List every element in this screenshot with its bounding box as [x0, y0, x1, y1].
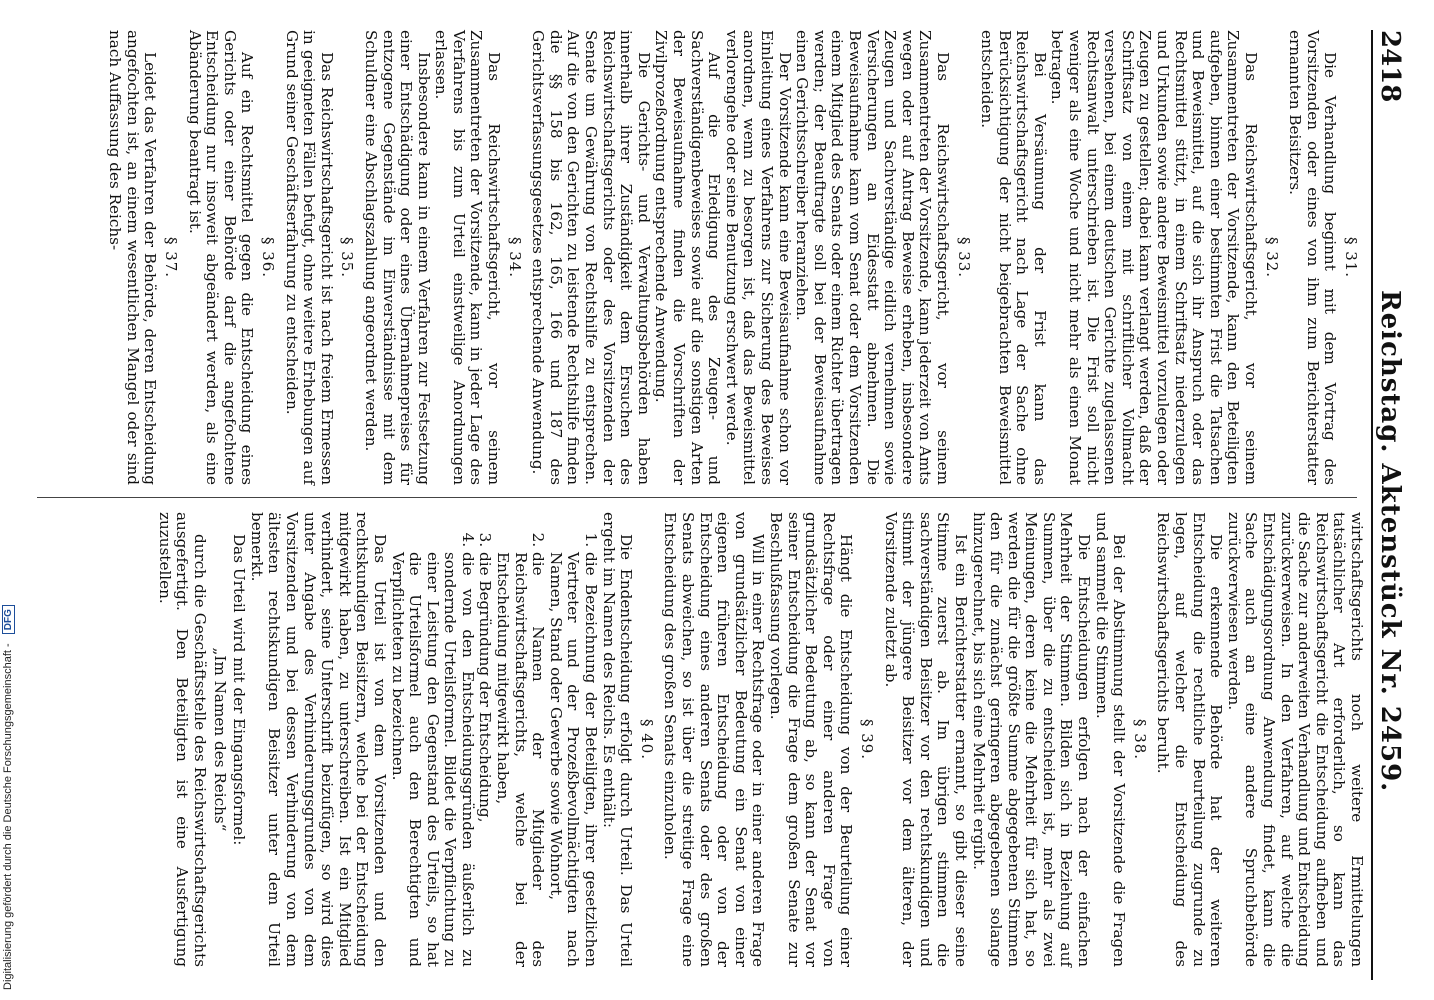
paragraph: Die Entscheidungen erfolgen nach der einfachen Mehrheit der Stimmen. Bilden sich in Beziehung auf Summen, über die zu entscheiden ist, mehr als zwei Meinungen, deren keine die Mehrheit für sich hat, so werden die für die größte Summe abgegebenen Stimmen den für die zunächst geringeren abgegebenen solange hinzugerechnet, bis sich eine Mehrheit ergibt.: [969, 512, 1094, 967]
paragraph: Der Vorsitzende kann eine Beweisaufnahme schon vor Einleitung eines Verfahrens zur Sicherung des Beweises anordnen, wenn zu besorgen ist, daß das Beweismittel verlorengehe oder seine Benutzung erschwert werde.: [722, 30, 794, 485]
page-title: Reichstag. Aktenstück Nr. 2459.: [1375, 290, 1405, 793]
paragraph: Die Gerichts- und Verwaltungsbehörden haben innerhalb ihrer Zuständigkeit dem Ersuchen des Reichswirtschaftsgerichts oder des Vorsitzenden der Senate um Gewährung von Rechtshilfe zu entsprechen. Auf die von den Gerichten zu leistende Rechtshilfe finden die §§ 158 bis 162, 165, 166 und 187 des Gerichtsverfassungsgesetzes entsprechende Anwendung.: [529, 30, 653, 485]
paragraph: durch die Geschäftsstelle des Reichswirtschaftsgerichts ausgefertigt. Den Beteiligten ist eine Ausfertigung zuzustellen.: [155, 512, 209, 967]
left-column: [106, 30, 1365, 485]
enumerated-list: [388, 512, 599, 967]
section-heading: § 37.: [162, 236, 180, 279]
list-item: 1. die Bezeichnung der Beteiligten, ihrer gesetzlichen Vertreter und der Prozeßbevollmächtigten nach Namen, Stand oder Gewerbe sowie Wohnort,: [546, 552, 599, 967]
paragraph: Das Reichswirtschaftsgericht, vor seinem Zusammentreten der Vorsitzende, kann den Beteiligten aufgeben, binnen einer bestimmten Frist die Tatsachen und Beweismittel, auf die sich ihr Anspruch oder das Rechtsmittel stützt, in einem Schriftsatz niederzulegen und Urkunden sowie andere Beweismittel vorzulegen oder Zeugen zu gestellen; dabei kann verlangt werden, daß der Schriftsatz von einem mit schriftlicher Vollmacht versehenen, bei einem deutschen Gerichte zugelassenen Rechtsanwalt unterschrieben ist. Die Frist soll nicht weniger als eine Woche und nicht mehr als einen Monat betragen.: [1048, 30, 1261, 485]
paragraph: Das Reichswirtschaftsgericht, vor seinem Zusammentreten der Vorsitzende, kann jederzeit von Amts wegen oder auf Antrag Beweise erheben, insbesondere Zeugen und Sachverständige eidlich vernehmen sowie Versicherungen an Eidesstatt abnehmen. Die Beweisaufnahme kann vom Senat oder dem Vorsitzenden einem Mitglied des Senats oder einem Richter übertragen werden; der Beauftragte soll bei der Beweisaufnahme einen Gerichtsschreiber heranziehen.: [793, 30, 952, 485]
paragraph: Insbesondere kann in einem Verfahren zur Festsetzung einer Entschädigung oder eines Übernahmepreises für entzogene Gegenstände im Einverständnisse mit dem Schuldner eine Abschlagszahlung angeordnet werden.: [361, 30, 433, 485]
dfg-logo: DFG: [2, 605, 15, 634]
list-item: 4. die von den Entscheidungsgründen äußerlich zu sondernde Urteilsformel. Bildet die Verpflichtung zu einer Leistung den Gegenstand des Urteils, so hat die Urteilsformel auch den Berechtigten und Verpflichteten zu bezeichnen.: [388, 552, 476, 967]
paragraph: Das Urteil wird mit der Eingangsformel:: [230, 534, 249, 846]
section-heading: § 36.: [258, 236, 277, 279]
paragraph: Ist ein Berichterstatter ernannt, so gibt dieser seine Stimme zuerst ab. Im übrigen stimmen die sachverständigen Beisitzer vor den rechtskundigen und stimmt der jüngere Beisitzer vor dem älteren, der Vorsitzende zuletzt ab.: [881, 512, 970, 967]
list-item: 2. die Namen der Mitglieder des Reichswirtschaftsgerichts, welche bei der Entscheidung mitgewirkt haben,: [494, 552, 547, 967]
paragraph: wirtschaftsgerichts noch weitere Ermittelungen tatsächlicher Art erforderlich, so kann das Reichswirtschaftsgericht die Entscheidung aufheben und die Sache zur anderweiten Verhandlung und Entscheidung zurückverweisen. In den Verfahren, auf welche die Entschädigungsordnung Anwendung findet, kann die Sache auch an eine andere Spruchbehörde zurückverwiesen werden.: [1224, 512, 1366, 967]
paragraph: Bei Versäumung der Frist kann das Reichswirtschaftsgericht nach Lage der Sache ohne Berücksichtigung der nicht beigebrachten Beweismittel entscheiden.: [978, 30, 1049, 485]
document-page: [17, 0, 1417, 1000]
section-heading: § 35.: [338, 236, 357, 279]
section-heading: § 34.: [505, 236, 524, 279]
paragraph: Hängt die Entscheidung von der Beurteilung einer Rechtsfrage oder einer anderen Frage von grundsätzlicher Bedeutung ab, so kann der Senat vor seiner Entscheidung die Frage dem großen Senate zur Beschlußfassung vorlegen.: [767, 512, 856, 967]
right-column: [155, 512, 1365, 967]
formula-quote: „Im Namen des Reichs“: [210, 647, 229, 832]
paragraph: Das Reichswirtschaftsgericht ist nach freiem Ermessen in geeigneten Fällen befugt, ohne weitere Erhebungen auf Grund seiner Geschäftserfahrung zu entscheiden.: [282, 30, 336, 485]
paragraph: Die Verhandlung beginnt mit dem Vortrag des Vorsitzenden oder eines von ihm zum Berichterstatter ernannten Beisitzers.: [1286, 30, 1340, 485]
section-heading: § 32.: [1262, 236, 1281, 279]
page-number: 2418: [1375, 30, 1405, 103]
footer-credit: [2, 590, 16, 990]
paragraph: Leidet das Verfahren der Behörde, deren Entscheidung angefochten ist, an einem wesentlichen Mangel oder sind nach Auffassung des Reichs-: [106, 30, 160, 485]
list-item: 3. die Begründung der Entscheidung,: [476, 552, 494, 967]
paragraph: Auf ein Rechtsmittel gegen die Entscheidung eines Gerichts oder einer Behörde darf die angefochtene Entscheidung nur insoweit abgeändert werden, als eine Abänderung beantragt ist.: [185, 30, 257, 485]
paragraph: Die Endentscheidung erfolgt durch Urteil. Das Urteil ergeht im Namen des Reichs. Es enthält:: [599, 512, 636, 967]
section-heading: § 38.: [1130, 718, 1149, 761]
column-divider: [37, 497, 1357, 498]
paragraph: Will in einer Rechtsfrage oder in einer anderen Frage von grundsätzlicher Bedeutung ein Senat von einer eigenen früheren Entscheidung oder von der Entscheidung eines anderen Senats oder des großen Senats abweichen, so ist über die streitige Frage eine Entscheidung des großen Senats einzuholen.: [661, 512, 768, 967]
footer-text: Digitalisierung gefördert durch die Deutsche Forschungsgemeinschaft -: [2, 643, 14, 990]
section-heading: § 39.: [857, 718, 876, 761]
paragraph: Auf die Erledigung des Zeugen- und Sachverständigenbeweises sowie auf die sonstigen Arten der Beweisaufnahme finden die Vorschriften der Zivilprozeßordnung entsprechende Anwendung.: [652, 30, 724, 485]
paragraph: Bei der Abstimmung stellt der Vorsitzende die Fragen und sammelt die Stimmen.: [1092, 512, 1129, 967]
paragraph: Das Reichswirtschaftsgericht, vor seinem Zusammentreten der Vorsitzende, kann in jeder Lage des Verfahrens bis zum Urteil einstweilige Anordnungen erlassen.: [432, 30, 504, 485]
page-header: [1369, 30, 1409, 980]
section-heading: § 33.: [954, 236, 973, 279]
section-heading: § 40.: [637, 718, 656, 761]
paragraph: Das Urteil ist von dem Vorsitzenden und den rechtskundigen Beisitzern, welche bei der Entscheidung mitgewirkt haben, zu unterschreiben. Ist ein Mitglied verhindert, seine Unterschrift beizufügen, so wird dies unter Angabe des Verhinderungsgrundes von dem Vorsitzenden und bei dessen Verhinderung von dem ältesten rechtskundigen Beisitzer unter dem Urteil bemerkt.: [247, 512, 389, 967]
header-rule: [1371, 30, 1373, 980]
paragraph: Die erkennende Behörde hat der weiteren Entscheidung die rechtliche Beurteilung zugrunde zu legen, auf welcher die Entscheidung des Reichswirtschaftsgerichts beruht.: [1154, 512, 1226, 967]
section-heading: § 31.: [1342, 236, 1360, 279]
